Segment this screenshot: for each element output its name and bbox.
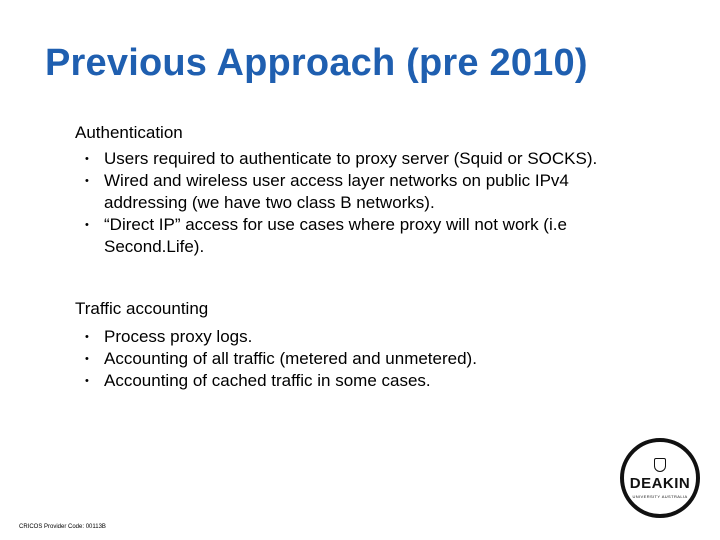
bullet-icon: • — [85, 175, 89, 187]
list-item — [85, 370, 645, 392]
list-item — [85, 170, 645, 214]
bullet-icon: • — [85, 219, 89, 231]
list-item — [85, 348, 645, 370]
cricos-footer: CRICOS Provider Code: 00113B — [19, 524, 106, 530]
slide-title: Previous Approach (pre 2010) — [45, 42, 588, 84]
list-item — [85, 214, 645, 258]
bullet-text: Accounting of cached traffic in some cases. — [104, 371, 431, 390]
bullet-list-authentication — [85, 148, 645, 258]
bullet-text: Users required to authenticate to proxy server (Squid or SOCKS). — [104, 149, 598, 168]
bullet-text: Wired and wireless user access layer networks on public IPv4 addressing (we have two class B networks). — [104, 171, 569, 212]
logo-subtitle: UNIVERSITY AUSTRALIA — [632, 494, 688, 499]
bullet-icon: • — [85, 375, 89, 387]
bullet-icon: • — [85, 153, 89, 165]
deakin-logo — [620, 438, 700, 518]
bullet-icon: • — [85, 331, 89, 343]
bullet-text: Accounting of all traffic (metered and unmetered). — [104, 349, 477, 368]
bullet-text: “Direct IP” access for use cases where proxy will not work (i.e Second.Life). — [104, 215, 567, 256]
section-heading-authentication: Authentication — [75, 123, 183, 142]
bullet-list-traffic-accounting — [85, 326, 645, 392]
list-item — [85, 326, 645, 348]
bullet-text: Process proxy logs. — [104, 327, 253, 346]
deakin-crest-icon — [654, 458, 666, 472]
logo-wordmark: DEAKIN — [629, 475, 691, 492]
bullet-icon: • — [85, 353, 89, 365]
section-heading-traffic-accounting: Traffic accounting — [75, 299, 209, 318]
list-item — [85, 148, 645, 170]
